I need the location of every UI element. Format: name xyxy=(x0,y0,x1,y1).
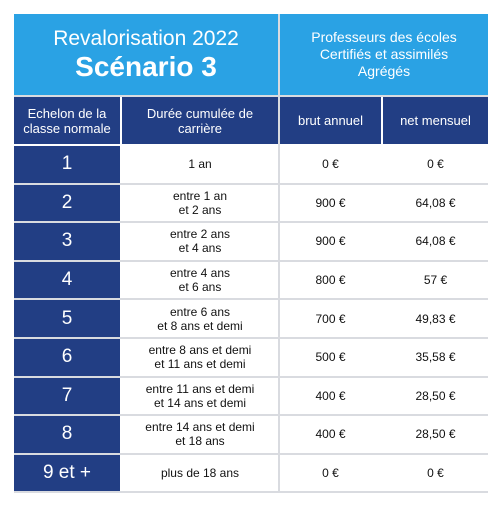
net-cell: 57 € xyxy=(383,262,488,299)
duree-line-2: et 2 ans xyxy=(178,202,222,217)
duree-line-1: entre 6 ans xyxy=(169,304,231,319)
echelon-cell: 6 xyxy=(14,339,120,376)
header-duree: Durée cumulée de carrière xyxy=(122,97,278,144)
title-line-2: Scénario 3 xyxy=(75,50,217,82)
net-cell: 64,08 € xyxy=(383,185,488,222)
echelon-cell: 9 et + xyxy=(14,455,120,492)
duree-cell xyxy=(122,262,278,299)
brut-cell: 900 € xyxy=(280,223,381,260)
net-cell: 35,58 € xyxy=(383,339,488,376)
category-header xyxy=(280,14,488,95)
header-echelon: Echelon de la classe normale xyxy=(14,97,120,144)
echelon-cell: 8 xyxy=(14,416,120,453)
net-cell: 28,50 € xyxy=(383,378,488,415)
brut-cell: 400 € xyxy=(280,416,381,453)
brut-cell: 900 € xyxy=(280,185,381,222)
category-line-1: Professeurs des écoles xyxy=(311,29,457,45)
category-line-2: Certifiés et assimilés xyxy=(319,46,449,62)
net-cell: 28,50 € xyxy=(383,416,488,453)
title-line-1: Revalorisation 2022 xyxy=(53,26,239,50)
row-divider xyxy=(14,491,488,493)
echelon-cell: 4 xyxy=(14,262,120,299)
category-line-3: Agrégés xyxy=(357,63,411,79)
brut-cell: 0 € xyxy=(280,146,381,183)
header-brut: brut annuel xyxy=(280,97,381,144)
net-cell: 64,08 € xyxy=(383,223,488,260)
duree-line-1: entre 11 ans et demi xyxy=(145,381,255,396)
duree-cell xyxy=(122,300,278,337)
duree-line-1: entre 14 ans et demi xyxy=(145,420,255,435)
header-net: net mensuel xyxy=(383,97,488,144)
duree-line-2: et 11 ans et demi xyxy=(154,357,246,372)
duree-cell xyxy=(122,455,278,492)
brut-cell: 500 € xyxy=(280,339,381,376)
duree-line-1: entre 1 an xyxy=(172,188,228,203)
echelon-cell: 2 xyxy=(14,185,120,222)
net-cell: 49,83 € xyxy=(383,300,488,337)
table-title xyxy=(14,14,278,95)
brut-cell: 0 € xyxy=(280,455,381,492)
duree-line-2: et 6 ans xyxy=(178,280,222,295)
net-cell: 0 € xyxy=(383,146,488,183)
duree-cell xyxy=(122,185,278,222)
duree-line-1: entre 8 ans et demi xyxy=(148,343,252,358)
duree-line-1: entre 4 ans xyxy=(169,266,231,281)
echelon-cell: 3 xyxy=(14,223,120,260)
duree-line-2: et 4 ans xyxy=(178,241,222,256)
brut-cell: 800 € xyxy=(280,262,381,299)
duree-line-2: et 18 ans xyxy=(175,434,225,449)
echelon-cell: 5 xyxy=(14,300,120,337)
net-cell: 0 € xyxy=(383,455,488,492)
duree-line-1: 1 an xyxy=(188,157,212,172)
duree-cell xyxy=(122,146,278,183)
salary-table xyxy=(14,14,488,492)
duree-cell xyxy=(122,339,278,376)
duree-line-2: et 14 ans et demi xyxy=(153,395,247,410)
duree-line-1: plus de 18 ans xyxy=(160,466,240,481)
brut-cell: 400 € xyxy=(280,378,381,415)
echelon-cell: 1 xyxy=(14,146,120,183)
duree-line-2: et 8 ans et demi xyxy=(157,318,243,333)
duree-cell xyxy=(122,223,278,260)
duree-line-1: entre 2 ans xyxy=(169,227,231,242)
brut-cell: 700 € xyxy=(280,300,381,337)
echelon-cell: 7 xyxy=(14,378,120,415)
duree-cell xyxy=(122,416,278,453)
duree-cell xyxy=(122,378,278,415)
